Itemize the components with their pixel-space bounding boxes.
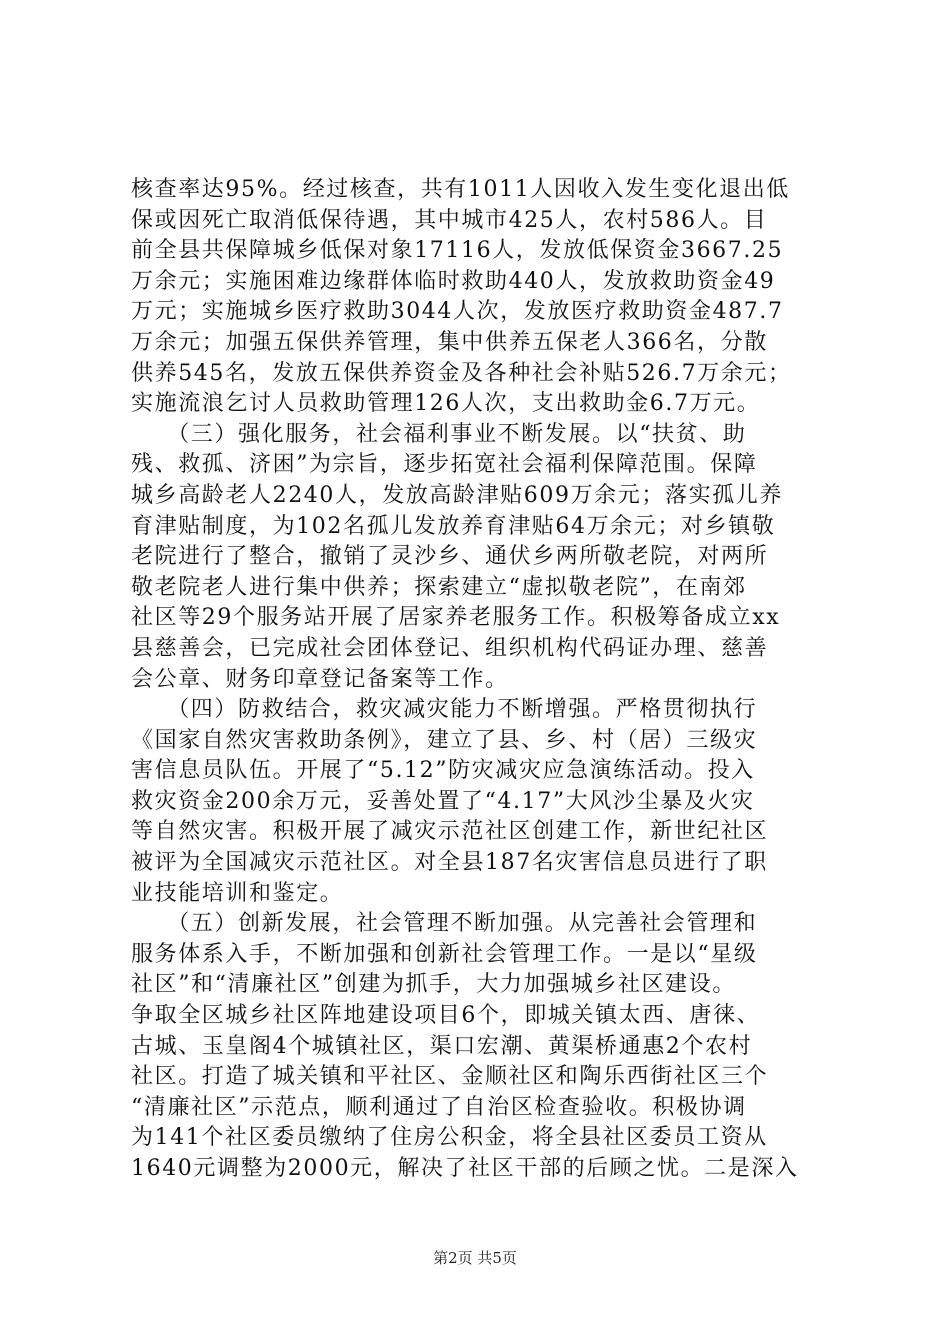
body-text-line: （三）强化服务，社会福利事业不断发展。以“扶贫、助 — [131, 421, 747, 447]
body-text-line: 万余元；实施困难边缘群体临时救助440人，发放救助资金49 — [131, 268, 776, 294]
body-text-line: 前全县共保障城乡低保对象17116人，发放低保资金3667.25 — [131, 238, 784, 264]
body-text-line: 育津贴制度，为102名孤儿发放养育津贴64万余元；对乡镇敬 — [131, 513, 776, 539]
body-text-line: 服务体系入手，不断加强和创新社会管理工作。一是以“星级 — [131, 941, 758, 967]
body-text-line: 县慈善会，已完成社会团体登记、组织机构代码证办理、慈善 — [131, 635, 769, 661]
body-text-line: 保或因死亡取消低保待遇，其中城市425人，农村586人。目 — [131, 207, 768, 233]
body-text-line: 社区”和“清廉社区”创建为抓手，大力加强城乡社区建设。 — [131, 972, 736, 998]
body-text-line: 城乡高龄老人2240人，发放高龄津贴609万余元；落实孤儿养 — [131, 482, 783, 508]
body-text-line: 老院进行了整合，撤销了灵沙乡、通伏乡两所敬老院，对两所 — [131, 544, 769, 570]
body-text-line: 万元；实施城乡医疗救助3044人次，发放医疗救助资金487.7 — [131, 299, 784, 325]
body-text-line: 为141个社区委员缴纳了住房公积金，将全县社区委员工资从 — [131, 1125, 768, 1151]
body-text-line: “清廉社区”示范点，顺利通过了自治区检查验收。积极协调 — [131, 1094, 747, 1120]
body-text-line: 残、救孤、济困”为宗旨，逐步拓宽社会福利保障范围。保障 — [131, 452, 758, 478]
body-text-line: 古城、玉皇阁4个城镇社区，渠口宏潮、黄渠桥通惠2个农村 — [131, 1033, 753, 1059]
body-text-line: 供养545名，发放五保供养资金及各种社会补贴526.7万余元； — [131, 360, 792, 386]
body-text-line: 社区等29个服务站开展了居家养老服务工作。积极筹备成立xx — [131, 605, 781, 631]
body-text-line: 万余元；加强五保供养管理，集中供养五保老人366名，分散 — [131, 329, 768, 355]
body-text-line: 会公章、财务印章登记备案等工作。 — [131, 666, 509, 692]
body-text-line: （五）创新发展，社会管理不断加强。从完善社会管理和 — [131, 911, 758, 937]
page-footer: 第2页 共5页 — [433, 1249, 517, 1267]
body-text-line: 救灾资金200余万元，妥善处置了“4.17”大风沙尘暴及火灾 — [131, 788, 755, 814]
body-text-line: 被评为全国减灾示范社区。对全县187名灾害信息员进行了职 — [131, 850, 768, 876]
body-text-line: 《国家自然灾害救助条例》，建立了县、乡、村（居）三级灾 — [131, 727, 758, 753]
body-text-line: 敬老院老人进行集中供养；探索建立“虚拟敬老院”，在南郊 — [131, 574, 747, 600]
body-text-line: （四）防救结合，救灾减灾能力不断增强。严格贯彻执行 — [131, 697, 758, 723]
body-text-line: 争取全区城乡社区阵地建设项目6个，即城关镇太西、唐徕、 — [131, 1003, 761, 1029]
body-text-line: 社区。打造了城关镇和平社区、金顺社区和陶乐西街社区三个 — [131, 1064, 769, 1090]
body-text-line: 核查率达95%。经过核查，共有1011人因收入发生变化退出低 — [131, 177, 790, 202]
body-text-line: 业技能培训和鉴定。 — [131, 880, 344, 906]
body-text-line: 害信息员队伍。开展了“5.12”防灾减灾应急演练活动。投入 — [131, 758, 755, 784]
body-text-line: 等自然灾害。积极开展了减灾示范社区创建工作，新世纪社区 — [131, 819, 769, 845]
document-body — [131, 175, 831, 1185]
body-text-line: 1640元调整为2000元，解决了社区干部的后顾之忧。二是深入 — [131, 1156, 799, 1181]
body-text-line: 实施流浪乞讨人员救助管理126人次，支出救助金6.7万元。 — [131, 391, 761, 417]
